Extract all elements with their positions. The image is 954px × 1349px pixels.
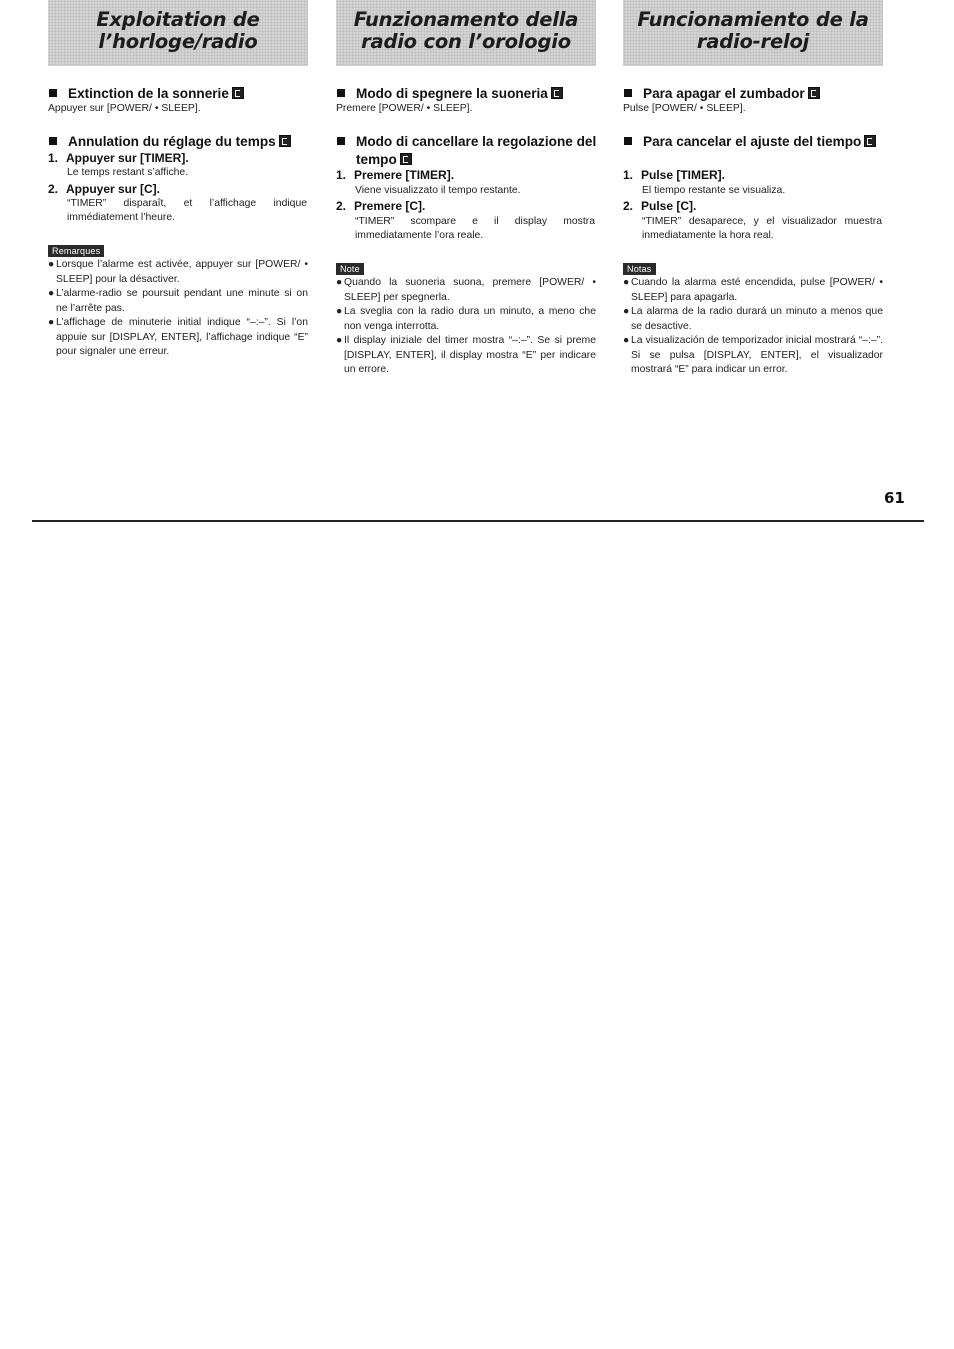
step-1: 1. Appuyer sur [TIMER]. <box>48 151 189 165</box>
notes-label: Remarques <box>48 245 104 257</box>
figure-a-icon <box>808 87 820 99</box>
section-heading-cancel-timer: Para cancelar el ajuste del tiempo <box>623 133 885 151</box>
note-item: ● L’affichage de minuterie initial indique “–:–”. Si l’on appuie sur [DISPLAY, ENTER], l’affichage indique “E” pour signaler une erreur. <box>48 317 308 357</box>
step-1: 1. Premere [TIMER]. <box>336 168 455 182</box>
section-title: Exploitation de l’horloge/radio <box>96 8 260 53</box>
section-heading-cancel-timer: Annulation du réglage du temps <box>48 133 318 151</box>
note-item: ● Cuando la alarma esté encendida, pulse [POWER/ • SLEEP] para apagarla. <box>623 277 883 303</box>
page-number: 61 <box>884 489 905 507</box>
instruction-text: Appuyer sur [POWER/ • SLEEP]. <box>48 103 201 114</box>
square-bullet-icon <box>337 89 345 97</box>
figure-b-icon <box>400 153 412 165</box>
section-title: Funzionamento della radio con l’orologio <box>353 8 579 53</box>
step-2: 2. Pulse [C]. <box>623 199 697 213</box>
note-item: ● La visualización de temporizador inicial mostrará “–:–”. Si se pulsa [DISPLAY, ENTER], el visualizador mostrará “E” para indicar un error. <box>623 335 883 375</box>
instruction-text: Pulse [POWER/ • SLEEP]. <box>623 103 746 114</box>
square-bullet-icon <box>49 137 57 145</box>
square-bullet-icon <box>49 89 57 97</box>
section-heading-cancel-timer: Modo di cancellare la regolazione del tempo <box>336 133 606 169</box>
square-bullet-icon <box>624 89 632 97</box>
note-item: ● La sveglia con la radio dura un minuto, a meno che non venga interrotta. <box>336 306 596 332</box>
step-2: 2. Premere [C]. <box>336 199 426 213</box>
figure-a-icon <box>232 87 244 99</box>
note-item: ● Il display iniziale del timer mostra “–:–”. Se si preme [DISPLAY, ENTER], il display mostra “E” per indicare un errore. <box>336 335 596 375</box>
step-2: 2. Appuyer sur [C]. <box>48 182 161 196</box>
notes-label: Notas <box>623 263 656 275</box>
section-title: Funcionamiento de la radio-reloj <box>637 8 869 53</box>
instruction-text: Premere [POWER/ • SLEEP]. <box>336 103 473 114</box>
title-banner <box>336 0 596 66</box>
figure-a-icon <box>551 87 563 99</box>
square-bullet-icon <box>337 137 345 145</box>
note-item: ● Lorsque l’alarme est activée, appuyer sur [POWER/ • SLEEP] pour la désactiver. <box>48 259 308 285</box>
step-2-detail: “TIMER” disparaît, et l’affichage indique immédiatement l’heure. <box>67 198 307 224</box>
note-item: ● Quando la suoneria suona, premere [POWER/ • SLEEP] per spegnerla. <box>336 277 596 303</box>
figure-b-icon <box>279 135 291 147</box>
title-banner <box>48 0 308 66</box>
title-banner <box>623 0 883 66</box>
square-bullet-icon <box>624 137 632 145</box>
step-1-detail: Viene visualizzato il tempo restante. <box>355 185 521 196</box>
step-1-detail: El tiempo restante se visualiza. <box>642 185 786 196</box>
step-2-detail: “TIMER” scompare e il display mostra immediatamente l’ora reale. <box>355 216 595 242</box>
step-2-detail: “TIMER” desaparece, y el visualizador muestra inmediatamente la hora real. <box>642 216 882 242</box>
footer-rule <box>32 520 924 522</box>
section-heading-stop-alarm: Modo di spegnere la suoneria <box>336 85 606 103</box>
section-heading-stop-alarm: Para apagar el zumbador <box>623 85 893 103</box>
step-1-detail: Le temps restant s’affiche. <box>67 167 189 178</box>
figure-b-icon <box>864 135 876 147</box>
notes-label: Note <box>336 263 364 275</box>
note-item: ● La alarma de la radio durará un minuto a menos que se desactive. <box>623 306 883 332</box>
section-heading-stop-alarm: Extinction de la sonnerie <box>48 85 318 103</box>
note-item: ● L’alarme-radio se poursuit pendant une minute si on ne l’arrête pas. <box>48 288 308 314</box>
step-1: 1. Pulse [TIMER]. <box>623 168 726 182</box>
